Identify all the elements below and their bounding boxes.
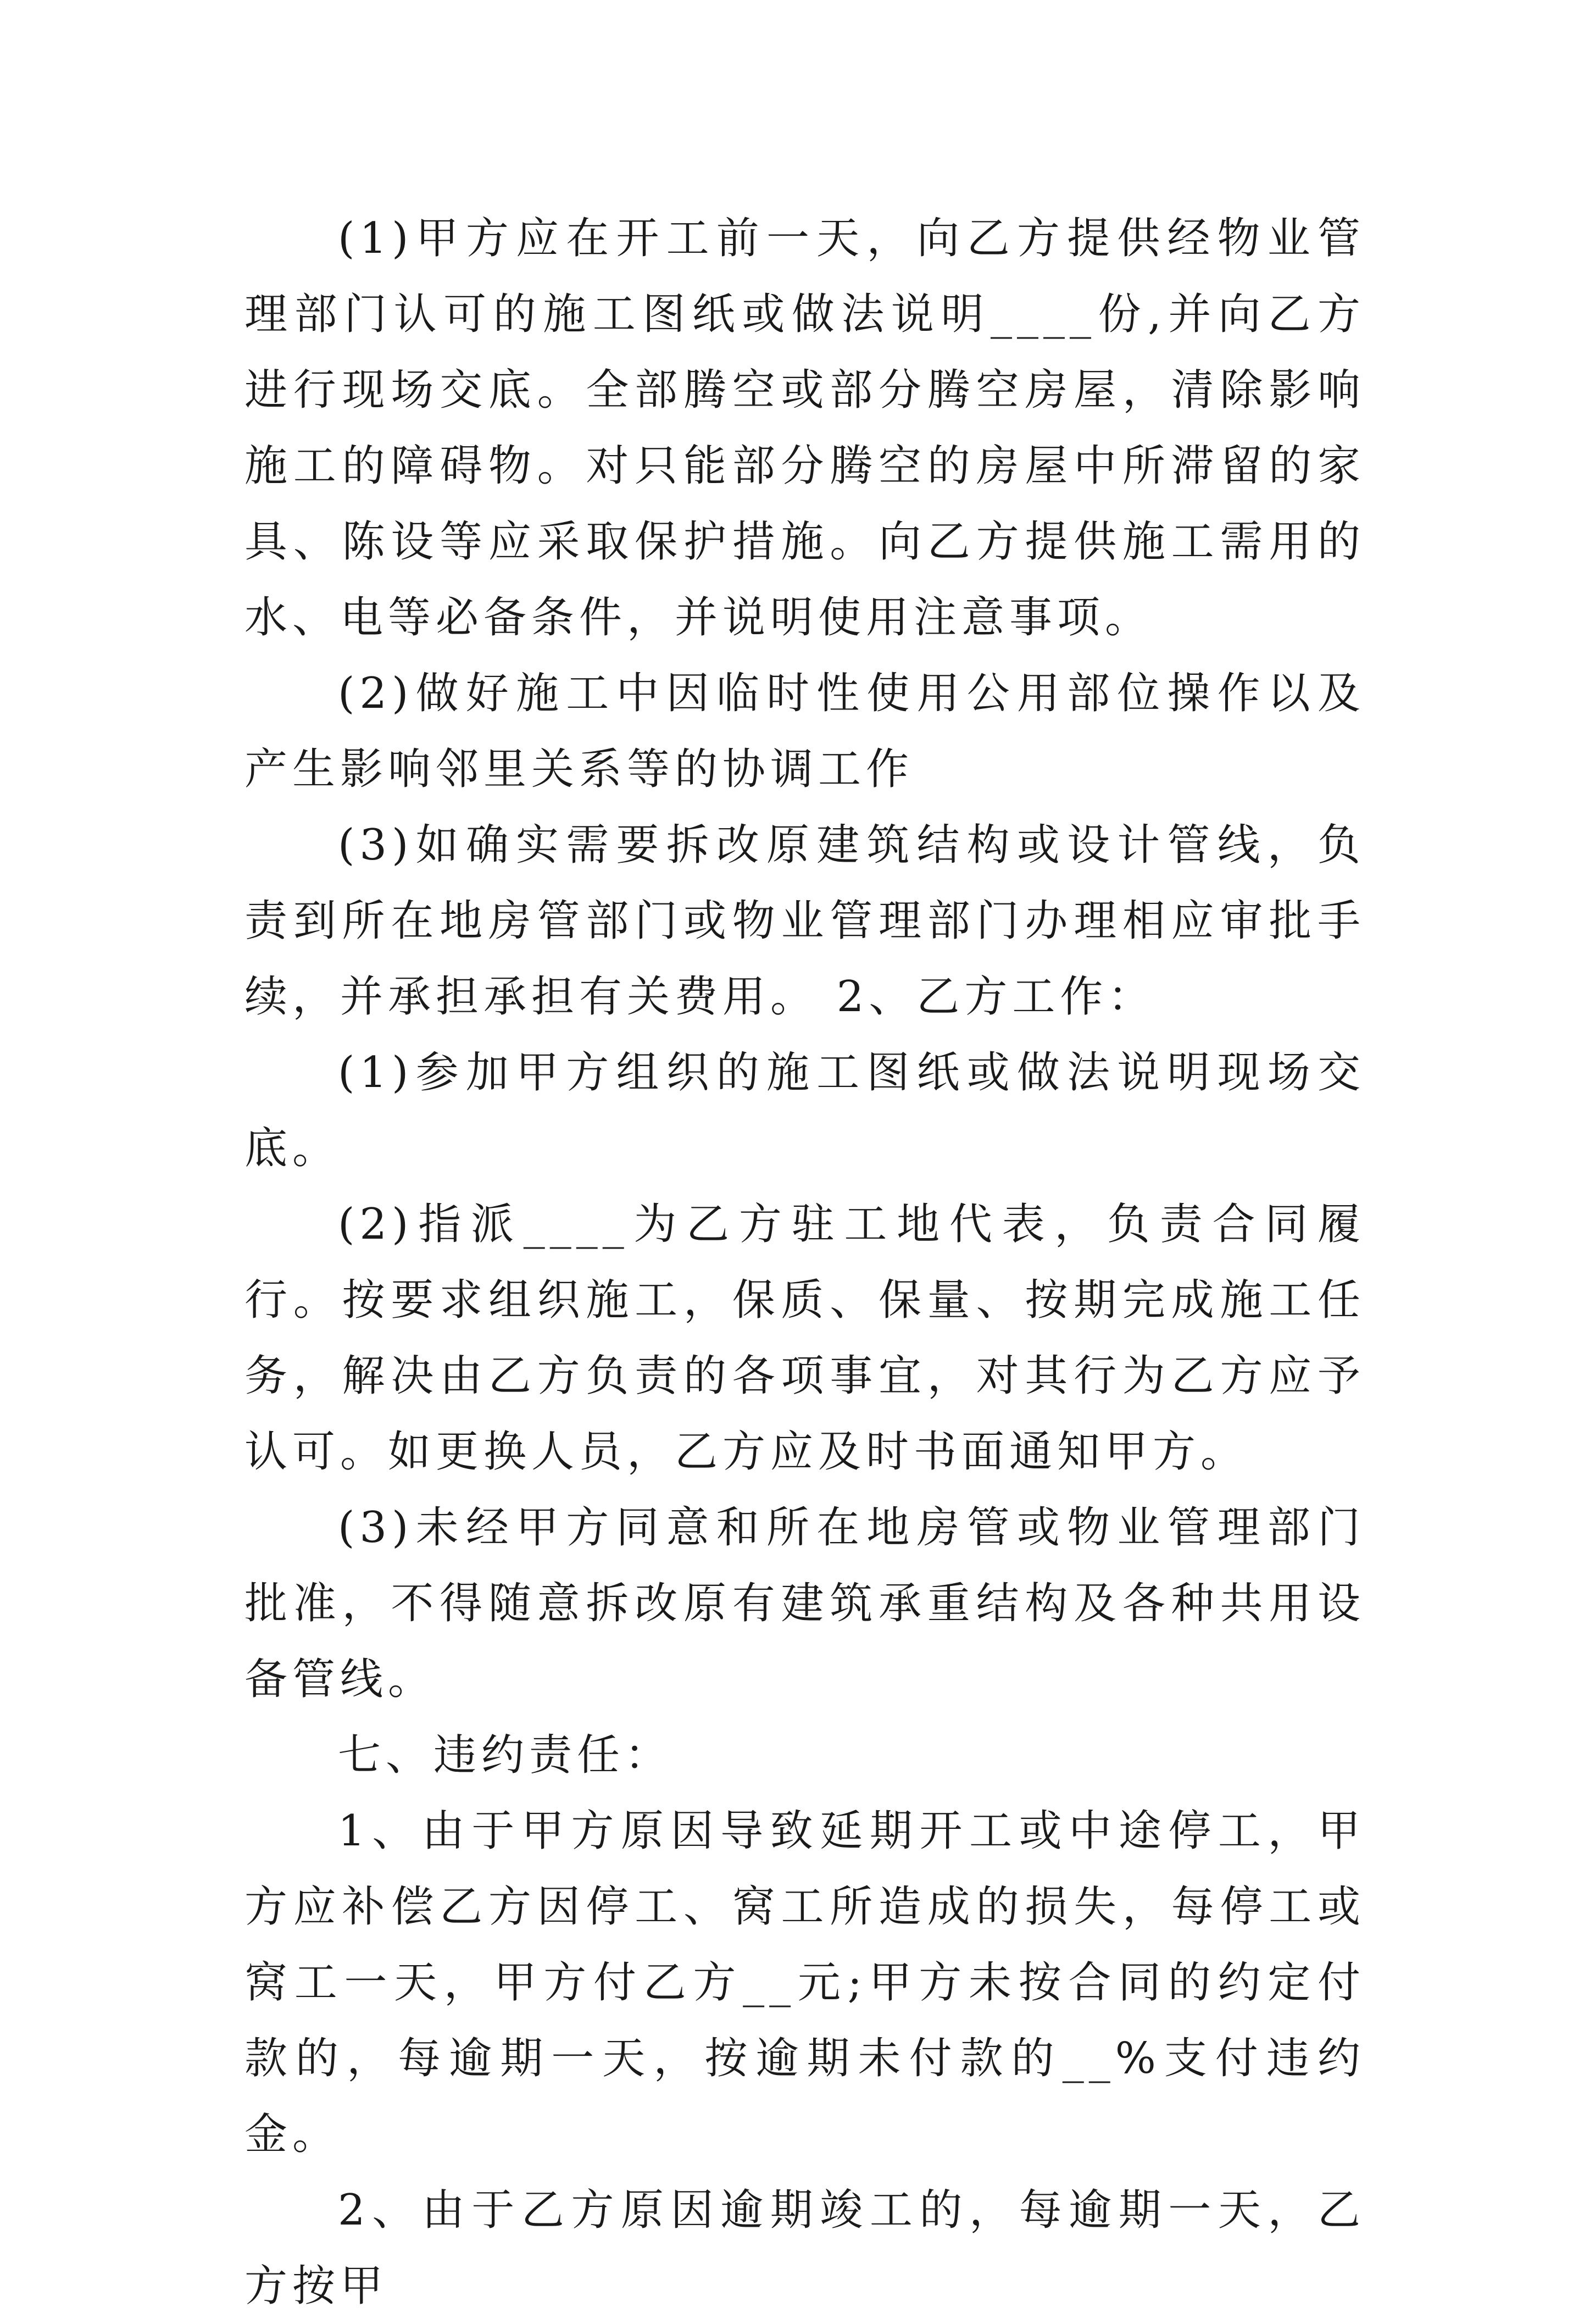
paragraph-liability-2: 2、由于乙方原因逾期竣工的，每逾期一天，乙方按甲 — [244, 2186, 1365, 2311]
paragraph-party-b-duty-2: (2)指派____为乙方驻工地代表，负责合同履行。按要求组织施工，保质、保量、按期完成施工任务，解决由乙方负责的各项事宜，对其行为乙方应予认可。如更换人员，乙方应及时书面通知甲方。 — [244, 1200, 1365, 1477]
paragraph-party-b-duty-3: (3)未经甲方同意和所在地房管或物业管理部门批准，不得随意拆改原有建筑承重结构及各种共用设备管线。 — [244, 1503, 1365, 1704]
document-body — [244, 201, 1365, 2324]
paragraph-party-b-duty-1: (1)参加甲方组织的施工图纸或做法说明现场交底。 — [244, 1048, 1365, 1173]
paragraph-party-a-duty-1: (1)甲方应在开工前一天，向乙方提供经物业管理部门认可的施工图纸或做法说明____份,并向乙方进行现场交底。全部腾空或部分腾空房屋，清除影响施工的障碍物。对只能部分腾空的房屋中所滞留的家具、陈设等应采取保护措施。向乙方提供施工需用的水、电等必备条件，并说明使用注意事项。 — [244, 214, 1365, 642]
paragraph-party-a-duty-2: (2)做好施工中因临时性使用公用部位操作以及产生影响邻里关系等的协调工作 — [244, 669, 1365, 794]
paragraph-party-a-duty-3: (3)如确实需要拆改原建筑结构或设计管线，负责到所在地房管部门或物业管理部门办理相应审批手续，并承担承担有关费用。 2、乙方工作： — [244, 820, 1365, 1022]
paragraph-liability-1: 1、由于甲方原因导致延期开工或中途停工，甲方应补偿乙方因停工、窝工所造成的损失，每停工或窝工一天，甲方付乙方__元;甲方未按合同的约定付款的，每逾期一天，按逾期未付款的__%支付违约金。 — [244, 1806, 1365, 2159]
section-heading-liability: 七、违约责任： — [338, 1730, 673, 1780]
